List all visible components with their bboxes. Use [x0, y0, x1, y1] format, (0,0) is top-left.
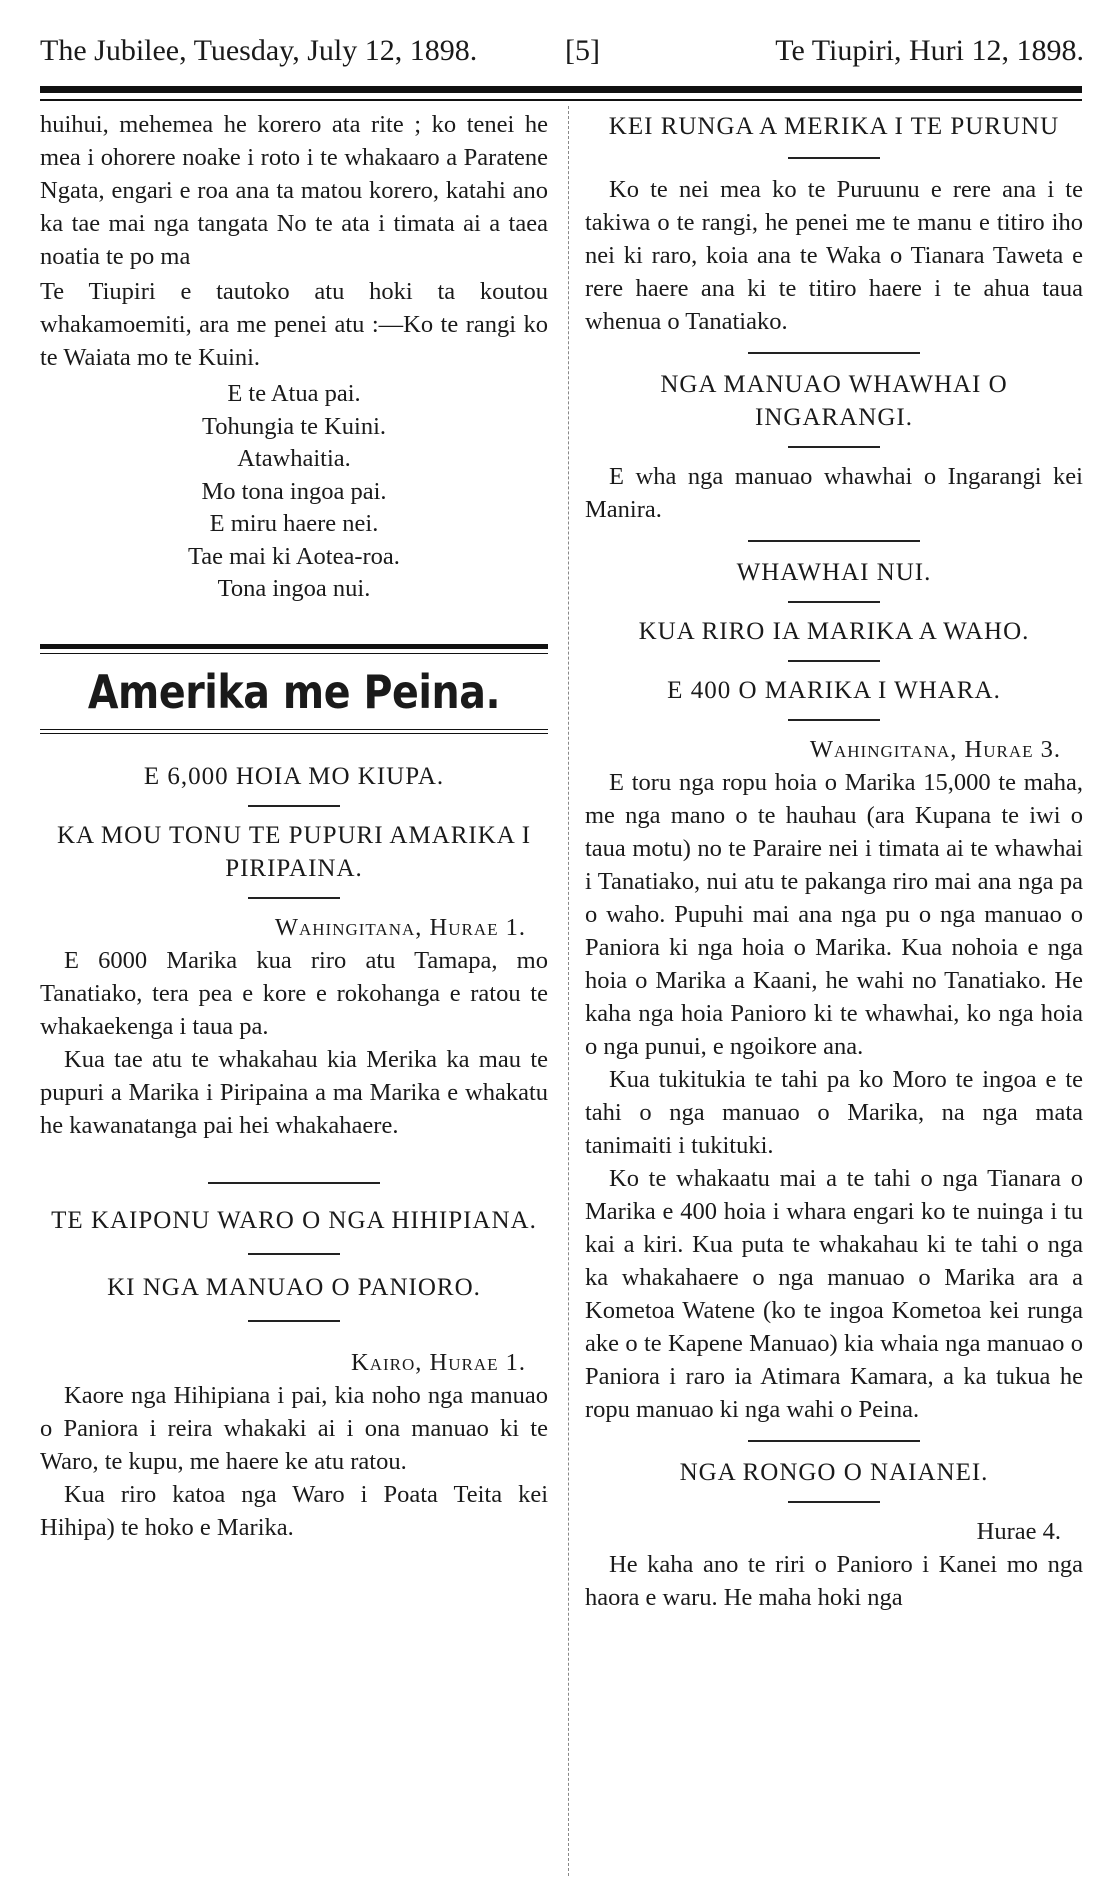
poem-line: E miru haere nei.	[209, 510, 379, 537]
poem-line: Atawhaitia.	[237, 445, 351, 472]
headline: WHAWHAI NUI.	[736, 559, 932, 586]
headline-divider	[248, 1320, 340, 1322]
article-divider	[748, 352, 920, 354]
article-paragraph: Kaore nga Hihipiana i pai, kia noho nga manuao o Paniora i reira whakaki ai i ona manuao ki te Waro, te kupu, me haere ke atu ratou.	[40, 1381, 548, 1475]
headline: KA MOU TONU TE PUPURI AMARIKA I PIRIPAINA.	[56, 821, 532, 882]
article-divider	[748, 1440, 920, 1442]
page-number: [5]	[565, 34, 600, 67]
headline: NGA RONGO O NAIANEI.	[679, 1459, 989, 1486]
header-rule-thick	[40, 86, 1082, 93]
headline: E 6,000 HOIA MO KIUPA.	[143, 762, 445, 790]
column-divider	[568, 106, 569, 1876]
article-paragraph: Kua tukitukia te tahi pa ko Moro te ingoa e te tahi o nga manuao o Marika, na nga mata tanimaiti i tukituki.	[585, 1066, 1083, 1159]
dateline: Wahingitana, Hurae 3.	[809, 736, 1061, 763]
headline-divider	[788, 1501, 880, 1503]
header-rule-thin	[40, 99, 1082, 101]
section-title: Amerika me Peina.	[87, 664, 501, 719]
intro-paragraph: huihui, mehemea he korero ata rite ; ko tenei he mea i ohorere noake i roto i te whakaaro a Paratene Ngata, engari e roa ana ta matou korero, katahi ano ka tae mai nga tangata No te ata i timata ai a taea noatia te po ma	[40, 111, 548, 270]
poem-line: Mo tona ingoa pai.	[201, 477, 387, 505]
left-column	[40, 108, 548, 1544]
header-maori-date: Te Tiupiri, Huri 12, 1898.	[775, 34, 1084, 67]
left-paragraph-2: Te Tiupiri e tautoko atu hoki ta koutou whakamoemiti, ara me penei atu :—Ko te rangi ko te Waiata mo te Kuini.	[40, 278, 548, 371]
article-paragraph: Ko te whakaatu mai a te tahi o nga Tianara o Marika e 400 hoia i whara engari ko te nuinga i tu kai a kiri. Kua puta te whakahau ki te tahi o nga ka whakahaere o nga manuao o Marika ara a Kometoa Watene (ko te ingoa Kometoa kei runga ake o te Kapene Manuao) kia whaia nga manuao o Paniora i raro ia Atimara Kamara, a ka tukua he ropu manuao ki nga wahi o Peina.	[585, 1165, 1083, 1423]
page-header	[0, 34, 1114, 84]
headline: KEI RUNGA A MERIKA I TE PURUNU	[608, 113, 1060, 140]
poem-line: E te Atua pai.	[227, 380, 361, 407]
headline: E 400 O MARIKA I WHARA.	[667, 677, 1001, 704]
article-paragraph: He kaha ano te riri o Panioro i Kanei mo nga haora e waru. He maha hoki nga	[585, 1551, 1083, 1611]
anthem-poem	[40, 378, 548, 606]
headline-divider	[248, 897, 340, 899]
headline-divider	[248, 1253, 340, 1255]
headline-divider	[788, 157, 880, 159]
headline-divider	[248, 805, 340, 807]
headline: TE KAIPONU WARO O NGA HIHIPIANA.	[51, 1206, 537, 1234]
headline-divider	[788, 601, 880, 603]
article-paragraph: Kua tae atu te whakahau kia Merika ka mau te pupuri a Marika i Piripaina a ma Marika e whakatu he kawanatanga pai hei whakahaere.	[40, 1045, 548, 1139]
right-column	[585, 108, 1083, 1614]
article-divider	[208, 1182, 380, 1184]
dateline: Wahingitana, Hurae 1.	[274, 913, 526, 941]
article-paragraph: E wha nga manuao whawhai o Ingarangi kei Manira.	[585, 463, 1083, 523]
dateline: Hurae 4.	[976, 1518, 1061, 1545]
header-english-date: The Jubilee, Tuesday, July 12, 1898.	[40, 34, 478, 67]
headline-divider	[788, 446, 880, 448]
headline: NGA MANUAO WHAWHAI O INGARANGI.	[660, 371, 1008, 431]
poem-line: Tona ingoa nui.	[217, 575, 371, 602]
article-paragraph: E toru nga ropu hoia o Marika 15,000 te maha, me nga mano o te hauhau (ara Kupana te iwi o taua motu) no te Paraire nei i timata ai te whawhai i Tanatiako, nui atu te pakanga riro mai ana nga pa o waho. Pupuhi mai ana nga pu o nga manuao o Paniora ki nga hoia o Marika. Kua nohoia e nga hoia o Marika a Kaani, he wahi no Tanatiako. He kaha nga hoia Panioro ki te whawhai, ko nga hoia o nga punui, e ngoikore ana.	[585, 769, 1083, 1060]
headline: KI NGA MANUAO O PANIORO.	[107, 1273, 481, 1301]
headline-divider	[788, 660, 880, 662]
poem-line: Tohungia te Kuini.	[201, 412, 387, 440]
article-paragraph: Ko te nei mea ko te Puruunu e rere ana i te takiwa o te rangi, he penei me te manu e titiro iho nei ki raro, koia ana te Waka o Tianara Taweta e rere haere ana ki te titiro haere i te ahua taua whenua o Tanatiako.	[585, 176, 1083, 335]
headline: KUA RIRO IA MARIKA A WAHO.	[638, 618, 1030, 645]
dateline: Kairo, Hurae 1.	[351, 1348, 526, 1376]
article-divider	[748, 540, 920, 542]
article-paragraph: E 6000 Marika kua riro atu Tamapa, mo Tanatiako, tera pea e kore e rokohanga e ratou te whakaekenga i taua pa.	[40, 946, 548, 1040]
headline-divider	[788, 719, 880, 721]
poem-line: Tae mai ki Aotea-roa.	[188, 542, 400, 570]
article-paragraph: Kua riro katoa nga Waro i Poata Teita kei Hihipa) te hoko e Marika.	[40, 1480, 548, 1541]
